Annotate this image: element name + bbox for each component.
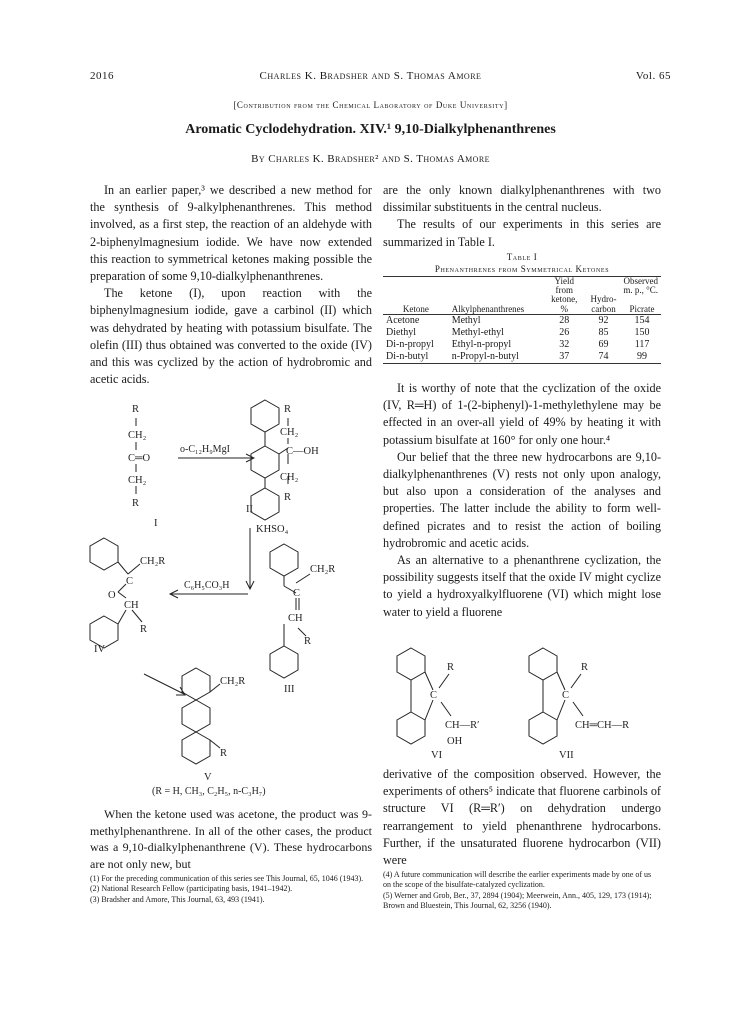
right-column-middle	[383, 380, 661, 621]
compound-label-V: V	[204, 772, 212, 783]
table-body	[383, 276, 661, 364]
cell-ketone: Di-n-butyl	[386, 351, 429, 362]
label-R: R	[132, 404, 140, 415]
label-CH2: CH₂	[128, 430, 147, 441]
head-mp: m. p., °C.	[623, 285, 658, 295]
paragraph: As an alternative to a phenanthrene cyclization, the possibility suggests itself that the oxide IV might cyclize to yield a hydroxyalkylfluorene (VI) which might lose water to yield a fluorene	[383, 553, 661, 619]
head-observed: Observed	[623, 276, 658, 286]
footnote: (1) For the preceding communication of this series see This Journal, 65, 1046 (1943).	[90, 874, 364, 883]
left-column-bottom	[90, 806, 372, 872]
compound-label-I: I	[154, 518, 158, 529]
label-O: O	[108, 590, 116, 601]
caption-V: (R = H, CH₃, C₂H₅, n-C₃H₇)	[152, 786, 266, 797]
table-1	[383, 252, 661, 364]
table-row	[383, 339, 661, 351]
cell-product: Methyl-ethyl	[451, 327, 504, 338]
footnote: (4) A future communication will describe the earlier experiments made by one of us on the scope of the bisulfate-catalyzed cyclization.	[383, 870, 652, 890]
cell-picrate: 117	[634, 339, 650, 350]
label-R: R	[447, 662, 455, 673]
paragraph: Our belief that the three new hydrocarbons are 9,10-dialkylphenanthrenes (V) rests not only upon analogy, but also upon a consideration of the analyses and properties. The latter include the ability to form well-defined picrates and to resist the action of boiling hydrobromic and acetic acids.	[383, 449, 661, 550]
head-ketone: ketone,	[551, 294, 578, 304]
label-C: C	[430, 690, 438, 701]
reagent-grignard: o-C₁₂H₉MgI	[180, 444, 230, 455]
cell-hydrocarbon: 85	[598, 327, 609, 338]
contribution-line: [Contribution from the Chemical Laboratory of Duke University]	[233, 100, 508, 110]
paragraph: In an earlier paper,³ we described a new method for the synthesis of 9-alkylphenanthrenes. This method involved, as a first step, the reaction of an aldehyde with 2-biphenylmagnesium iodide. We have now extended this reaction to symmetrical ketones making possible the preparation of some 9,10-dialkylphenanthrenes.	[90, 183, 372, 284]
paragraph: It is worthy of note that the cyclization of the oxide (IV, R═H) of 1-(2-biphenyl)-1-methylethylene may be effected in an over-all yield of 49% by heating it with potassium bisulfate at 160° for only one hour.⁴	[383, 381, 661, 447]
table-label: Table I	[506, 252, 538, 262]
cell-yield: 32	[559, 339, 570, 350]
head-yield: Yield	[554, 276, 575, 286]
cell-hydrocarbon: 92	[598, 315, 609, 326]
table-caption: Phenanthrenes from Symmetrical Ketones	[434, 264, 610, 274]
running-title: Charles K. Bradsher and S. Thomas Amore	[259, 70, 482, 82]
volume: Vol. 65	[635, 70, 671, 82]
authors: By Charles K. Bradsher² and S. Thomas Amore	[251, 153, 490, 165]
reaction-scheme	[88, 388, 378, 798]
cell-yield: 26	[559, 327, 570, 338]
head-col-alkyl: Alkylphenanthrenes	[451, 304, 525, 314]
cell-hydrocarbon: 74	[598, 351, 609, 362]
table-row	[383, 327, 661, 339]
cell-picrate: 150	[634, 327, 650, 338]
label-CH2R: CH₂R	[310, 564, 336, 575]
reagent-khso4: KHSO₄	[256, 524, 289, 535]
cell-picrate: 154	[634, 315, 650, 326]
article-title: Aromatic Cyclodehydration. XIV.¹ 9,10-Dialkylphenanthrenes	[185, 122, 556, 137]
label-OH: OH	[447, 736, 463, 747]
label-CH: CH	[288, 613, 303, 624]
paragraph: The results of our experiments in this series are summarized in Table I.	[383, 217, 661, 249]
label-R: R	[581, 662, 589, 673]
paragraph: derivative of the composition observed. However, the experiments of others⁵ indicate that fluorene carbinols of structure VI (R═R′) on dehydration undergo rearrangement to yield phenanthrene hydrocarbons. Further, if the unsaturated fluorene hydrocarbon (VII) were	[383, 767, 661, 868]
compound-label-VI: VI	[431, 750, 443, 760]
label-R: R	[304, 636, 312, 647]
cell-hydrocarbon: 69	[598, 339, 609, 350]
label-CH: CH	[124, 600, 139, 611]
label-C: C	[562, 690, 570, 701]
head-col-ketone: Ketone	[402, 304, 429, 314]
label-CH2R: CH₂R	[220, 676, 246, 687]
label-CH2: CH₂	[280, 472, 299, 483]
label-CO: C═O	[128, 453, 151, 464]
cell-product: Ethyl-n-propyl	[451, 339, 512, 350]
label-R: R	[132, 498, 140, 509]
head-carbon: carbon	[591, 304, 616, 314]
label-CH2R: CH₂R	[140, 556, 166, 567]
footnote: (3) Bradsher and Amore, This Journal, 63, 493 (1941).	[90, 894, 265, 904]
compound-label-IV: IV	[94, 644, 106, 655]
compound-label-III: III	[284, 684, 295, 695]
table-row	[383, 315, 661, 328]
fluorene-structures	[383, 640, 661, 760]
head-picrate: Picrate	[629, 304, 655, 314]
label-CH-CH-R: CH═CH—R	[575, 720, 630, 731]
head-pct: %	[560, 304, 569, 314]
label-R: R	[140, 624, 148, 635]
cell-yield: 37	[559, 351, 570, 362]
compound-label-VII: VII	[559, 750, 574, 760]
head-hydro: Hydro-	[590, 294, 617, 304]
cell-ketone: Diethyl	[386, 327, 416, 338]
paragraph: When the ketone used was acetone, the product was 9-methylphenanthrene. In all of the other cases, the product was a 9,10-dialkylphenanthrene (V). These hydrocarbons are not only new, but	[90, 807, 372, 871]
footnotes-left	[90, 874, 372, 905]
label-CH2: CH₂	[280, 427, 299, 438]
label-R: R	[284, 404, 292, 415]
cell-picrate: 99	[637, 351, 648, 362]
paragraph: The ketone (I), upon reaction with the biphenylmagnesium iodide, gave a carbinol (II) which was dehydrated by heating with potassium bisulfate. The olefin (III) thus obtained was converted to the oxide (IV) and this was cyclized by the action of hydrobromic and acetic acids.	[90, 286, 372, 387]
left-column-top	[90, 182, 372, 388]
label-R: R	[284, 492, 292, 503]
label-COH: C—OH	[286, 446, 319, 457]
cell-product: n-Propyl-n-butyl	[451, 351, 519, 362]
cell-product: Methyl	[451, 315, 481, 326]
cell-ketone: Acetone	[386, 315, 420, 326]
footnote: (2) National Research Fellow (participating basis, 1941–1942).	[90, 884, 293, 894]
cell-yield: 28	[559, 315, 570, 326]
right-column-bottom	[383, 766, 661, 869]
paragraph: are the only known dialkylphenanthrenes with two dissimilar substituents in the central nucleus.	[383, 183, 661, 215]
compound-label-II: II	[246, 504, 253, 515]
label-CH2: CH₂	[128, 475, 147, 486]
table-row	[383, 351, 661, 364]
label-CH-R-prime: CH—R′	[445, 720, 480, 731]
footnote: (5) Werner and Grob, Ber., 37, 2894 (1904); Meerwein, Ann., 405, 129, 173 (1914); Brown and Bluestein, This Journal, 62, 3256 (1940).	[383, 890, 652, 911]
right-column-top	[383, 182, 661, 251]
label-C: C	[293, 588, 301, 599]
footnotes-right	[383, 870, 661, 912]
cell-ketone: Di-n-propyl	[386, 339, 434, 350]
label-R: R	[220, 748, 228, 759]
head-from: from	[555, 285, 574, 295]
label-C: C	[126, 576, 134, 587]
page-number: 2016	[90, 70, 114, 82]
reagent-perbenzoic: C₆H₅CO₃H	[184, 580, 230, 591]
